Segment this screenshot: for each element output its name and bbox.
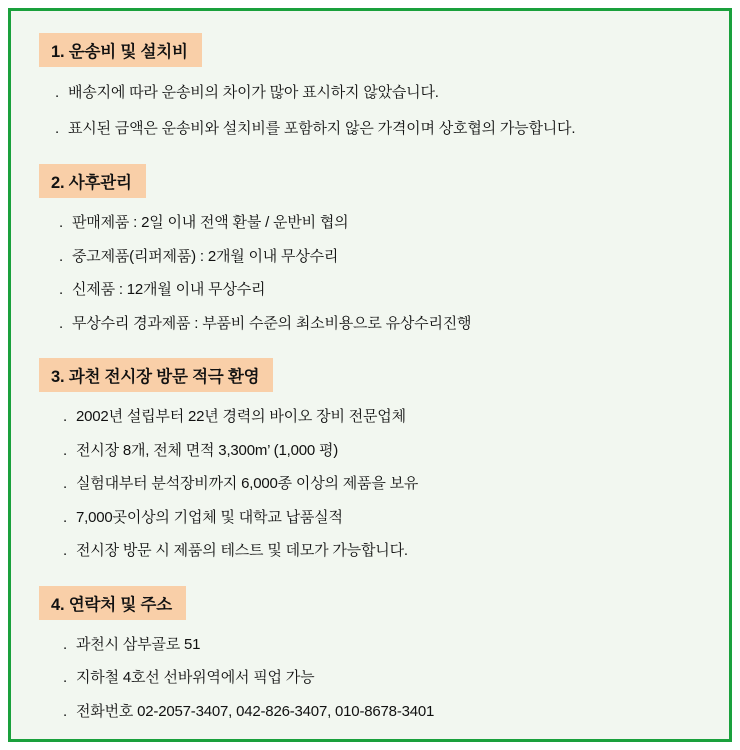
section-contact-address xyxy=(31,586,709,729)
list-item-label: 판매제품 : 2일 이내 전액 환불 / 운반비 협의 xyxy=(72,214,349,231)
list-item xyxy=(63,695,709,729)
bullet-icon: . xyxy=(63,702,67,720)
bullet-icon: . xyxy=(63,408,67,425)
section-heading: 1. 운송비 및 설치비 xyxy=(39,33,202,67)
list-item-label: 전시장 방문 시 제품의 테스트 및 데모가 가능합니다. xyxy=(76,542,408,559)
section-item-list xyxy=(31,75,709,146)
section-item-list xyxy=(31,628,709,729)
list-item-label: 중고제품(리퍼제품) : 2개월 이내 무상수리 xyxy=(72,247,339,265)
bullet-icon: . xyxy=(59,214,63,231)
bullet-icon: . xyxy=(55,119,59,137)
list-item xyxy=(63,661,709,695)
bullet-icon: . xyxy=(63,508,67,526)
bullet-icon: . xyxy=(63,542,67,559)
section-item-list xyxy=(31,400,709,568)
bullet-icon: . xyxy=(55,84,59,101)
section-showroom-visit xyxy=(31,358,709,568)
list-item-label: 신제품 : 12개월 이내 무상수리 xyxy=(72,281,266,298)
list-item-label: 표시된 금액은 운송비와 설치비를 포함하지 않은 가격이며 상호협의 가능합니다. xyxy=(68,119,576,137)
list-item-label: 전화번호 02-2057-3407, 042-826-3407, 010-8678-3401 xyxy=(76,702,435,720)
section-item-list xyxy=(31,206,709,340)
section-shipping-installation xyxy=(31,33,709,146)
list-item xyxy=(63,434,709,468)
list-item xyxy=(55,111,709,147)
list-item-label: 7,000곳이상의 기업체 및 대학교 납품실적 xyxy=(76,508,343,526)
bullet-icon: . xyxy=(63,441,67,459)
list-item-label: 전시장 8개, 전체 면적 3,300m’ (1,000 평) xyxy=(76,441,339,459)
list-item xyxy=(63,628,709,662)
list-item xyxy=(59,273,709,307)
list-item xyxy=(63,534,709,568)
bullet-icon: . xyxy=(63,475,67,492)
section-heading: 3. 과천 전시장 방문 적극 환영 xyxy=(39,358,273,392)
list-item-label: 실험대부터 분석장비까지 6,000종 이상의 제품을 보유 xyxy=(76,475,419,492)
bullet-icon: . xyxy=(59,281,63,298)
list-item-label: 2002년 설립부터 22년 경력의 바이오 장비 전문업체 xyxy=(76,408,406,425)
section-after-service xyxy=(31,164,709,340)
section-heading: 2. 사후관리 xyxy=(39,164,146,198)
list-item-label: 배송지에 따라 운송비의 차이가 많아 표시하지 않았습니다. xyxy=(68,84,439,101)
list-item-label: 지하철 4호선 선바위역에서 픽업 가능 xyxy=(76,669,315,686)
list-item xyxy=(63,467,709,501)
list-item xyxy=(59,206,709,240)
section-heading: 4. 연락처 및 주소 xyxy=(39,586,186,620)
bullet-icon: . xyxy=(59,247,63,265)
list-item xyxy=(55,75,709,111)
notice-frame xyxy=(8,8,732,742)
bullet-icon: . xyxy=(63,635,67,653)
list-item xyxy=(59,240,709,274)
list-item xyxy=(63,400,709,434)
bullet-icon: . xyxy=(63,669,67,686)
list-item xyxy=(59,307,709,341)
list-item-label: 무상수리 경과제품 : 부품비 수준의 최소비용으로 유상수리진행 xyxy=(72,314,472,332)
list-item xyxy=(63,501,709,535)
bullet-icon: . xyxy=(59,314,63,332)
list-item-label: 과천시 삼부골로 51 xyxy=(76,635,201,653)
